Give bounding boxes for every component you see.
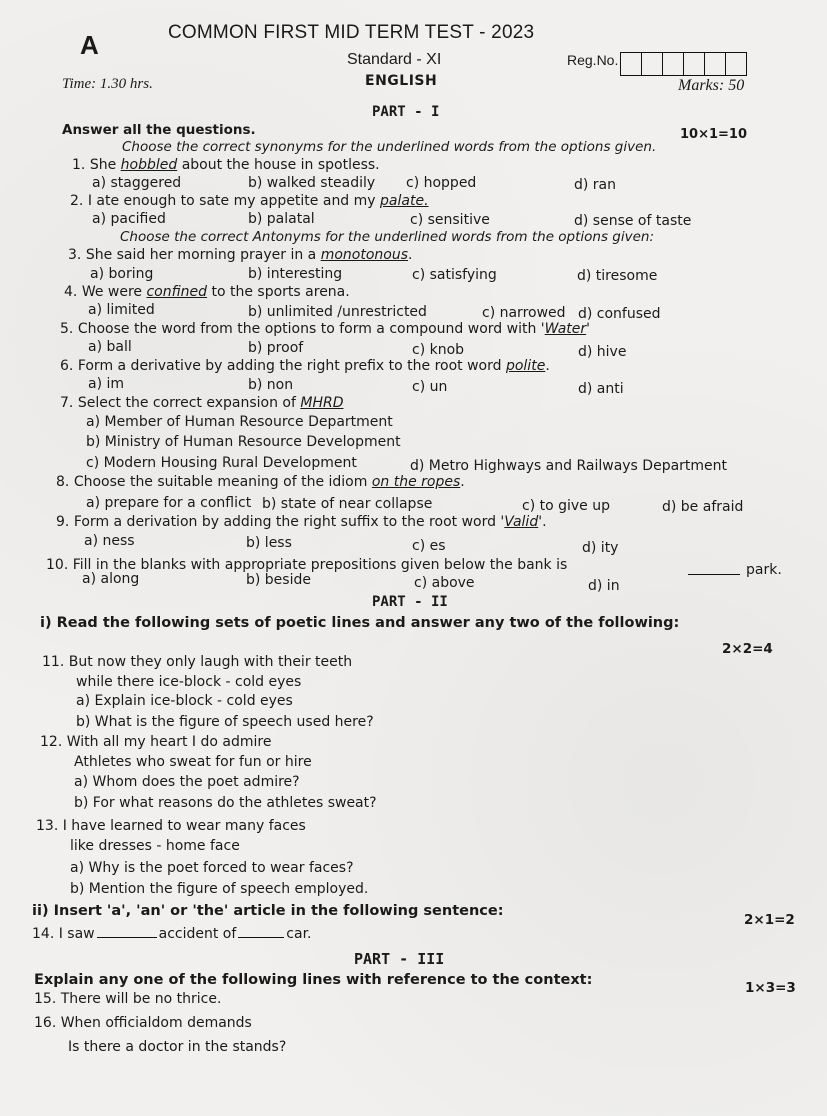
q14-blank-2	[238, 925, 284, 938]
part2-section-ii-marks: 2×1=2	[744, 912, 795, 928]
q11-line-2: while there ice-block - cold eyes	[76, 674, 302, 690]
question-11: 11. But now they only laugh with their teeth	[42, 654, 353, 670]
q2-option-c: c) sensitive	[410, 212, 490, 228]
q4-option-b: b) unlimited /unrestricted	[248, 304, 427, 320]
standard-label: Standard - XI	[347, 51, 442, 68]
reg-no-field	[567, 52, 747, 76]
q1-option-a: a) staggered	[92, 175, 182, 191]
reg-no-box	[663, 53, 684, 75]
part2-section-i-instruction: i) Read the following sets of poetic lines and answer any two of the following:	[40, 615, 680, 631]
part1-heading: PART - I	[372, 104, 440, 120]
q3-option-b: b) interesting	[248, 266, 343, 282]
q6-option-c: c) un	[412, 379, 448, 395]
time-allowed: Time: 1.30 hrs.	[62, 76, 153, 92]
q9-option-b: b) less	[246, 535, 292, 551]
q12-sub-a: a) Whom does the poet admire?	[74, 774, 300, 790]
question-16: 16. When officialdom demands	[34, 1015, 252, 1031]
part2-section-i-marks: 2×2=4	[722, 641, 773, 657]
q8-option-c: c) to give up	[522, 498, 610, 514]
q13-sub-a: a) Why is the poet forced to wear faces?	[70, 860, 354, 876]
part3-marks: 1×3=3	[745, 980, 796, 996]
q5-option-b: b) proof	[248, 340, 304, 356]
q6-option-d: d) anti	[578, 381, 624, 397]
q2-option-d: d) sense of taste	[574, 213, 692, 229]
q8-option-b: b) state of near collapse	[262, 496, 433, 512]
question-2: 2. I ate enough to sate my appetite and my palate.	[70, 193, 429, 209]
q1-option-b: b) walked steadily	[248, 175, 376, 191]
synonyms-instruction: Choose the correct synonyms for the underlined words from the options given.	[122, 139, 657, 155]
q11-sub-b: b) What is the figure of speech used here?	[76, 714, 374, 730]
question-13: 13. I have learned to wear many faces	[36, 818, 306, 834]
reg-no-box	[705, 53, 726, 75]
q2-option-b: b) palatal	[248, 211, 315, 227]
q6-option-b: b) non	[248, 377, 294, 393]
q1-option-d: d) ran	[574, 177, 617, 193]
q6-option-a: a) im	[88, 376, 125, 392]
question-1: 1. She hobbled about the house in spotless.	[72, 157, 380, 173]
q2-option-a: a) pacified	[92, 211, 166, 227]
q4-option-a: a) limited	[88, 302, 155, 318]
question-7: 7. Select the correct expansion of MHRD	[60, 395, 344, 411]
q14-blank-1	[97, 925, 157, 938]
question-12: 12. With all my heart I do admire	[40, 734, 272, 750]
reg-no-box	[684, 53, 705, 75]
q11-sub-a: a) Explain ice-block - cold eyes	[76, 693, 293, 709]
question-4: 4. We were confined to the sports arena.	[64, 284, 350, 300]
reg-no-box	[621, 53, 642, 75]
q10-trailing: park.	[746, 562, 782, 578]
q1-option-c: c) hopped	[406, 175, 477, 191]
q13-line-2: like dresses - home face	[70, 838, 240, 854]
q10-option-a: a) along	[82, 571, 140, 587]
q7-option-d: d) Metro Highways and Railways Department	[410, 458, 728, 474]
q7-option-c: c) Modern Housing Rural Development	[86, 455, 357, 471]
question-set-letter: A	[80, 30, 99, 60]
q4-option-c: c) narrowed	[482, 305, 566, 321]
part2-heading: PART - II	[372, 594, 448, 610]
antonyms-instruction: Choose the correct Antonyms for the underlined words from the options given:	[120, 229, 655, 245]
reg-no-box	[642, 53, 663, 75]
q9-option-d: d) ity	[582, 540, 619, 556]
q3-option-a: a) boring	[90, 266, 154, 282]
q7-option-b: b) Ministry of Human Resource Development	[86, 434, 401, 450]
reg-no-boxes	[620, 52, 747, 76]
q10-option-c: c) above	[414, 575, 475, 591]
q3-option-c: c) satisfying	[412, 267, 497, 283]
q5-option-a: a) ball	[88, 339, 132, 355]
q5-option-c: c) knob	[412, 342, 465, 358]
q16-line-2: Is there a doctor in the stands?	[68, 1039, 287, 1055]
question-14: 14. I saw accident of car.	[32, 926, 312, 942]
question-9: 9. Form a derivation by adding the right suffix to the root word 'Valid'.	[56, 514, 547, 530]
question-6: 6. Form a derivative by adding the right prefix to the root word polite.	[60, 358, 550, 374]
part1-instruction: Answer all the questions.	[62, 122, 256, 138]
part1-marks: 10×1=10	[680, 127, 748, 142]
reg-no-label: Reg.No.	[567, 52, 619, 68]
q7-option-a: a) Member of Human Resource Department	[86, 414, 393, 430]
part3-heading: PART - III	[354, 950, 445, 968]
q10-option-b: b) beside	[246, 572, 311, 588]
question-5: 5. Choose the word from the options to form a compound word with 'Water'	[60, 321, 591, 337]
exam-title: COMMON FIRST MID TERM TEST - 2023	[168, 22, 535, 43]
subject-name: ENGLISH	[365, 73, 438, 89]
reg-no-box	[726, 53, 746, 75]
q13-sub-b: b) Mention the figure of speech employed.	[70, 881, 369, 897]
q10-blank	[688, 562, 740, 575]
question-15: 15. There will be no thrice.	[34, 991, 222, 1007]
q12-sub-b: b) For what reasons do the athletes sweat?	[74, 795, 377, 811]
q8-option-d: d) be afraid	[662, 499, 744, 515]
q5-option-d: d) hive	[578, 344, 627, 360]
part2-section-ii-instruction: ii) Insert 'a', 'an' or 'the' article in the following sentence:	[32, 903, 504, 919]
q3-option-d: d) tiresome	[577, 268, 658, 284]
q12-line-2: Athletes who sweat for fun or hire	[74, 754, 312, 770]
question-3: 3. She said her morning prayer in a monotonous.	[68, 247, 413, 263]
q9-option-a: a) ness	[84, 533, 135, 549]
total-marks: Marks: 50	[678, 77, 745, 94]
question-10: 10. Fill in the blanks with appropriate prepositions given below the bank is	[46, 557, 568, 573]
q9-option-c: c) es	[412, 538, 446, 554]
q4-option-d: d) confused	[578, 306, 661, 322]
part3-instruction: Explain any one of the following lines with reference to the context:	[34, 972, 593, 988]
q10-option-d: d) in	[588, 578, 620, 594]
q8-option-a: a) prepare for a conflict	[86, 495, 252, 511]
question-8: 8. Choose the suitable meaning of the idiom on the ropes.	[56, 474, 465, 490]
